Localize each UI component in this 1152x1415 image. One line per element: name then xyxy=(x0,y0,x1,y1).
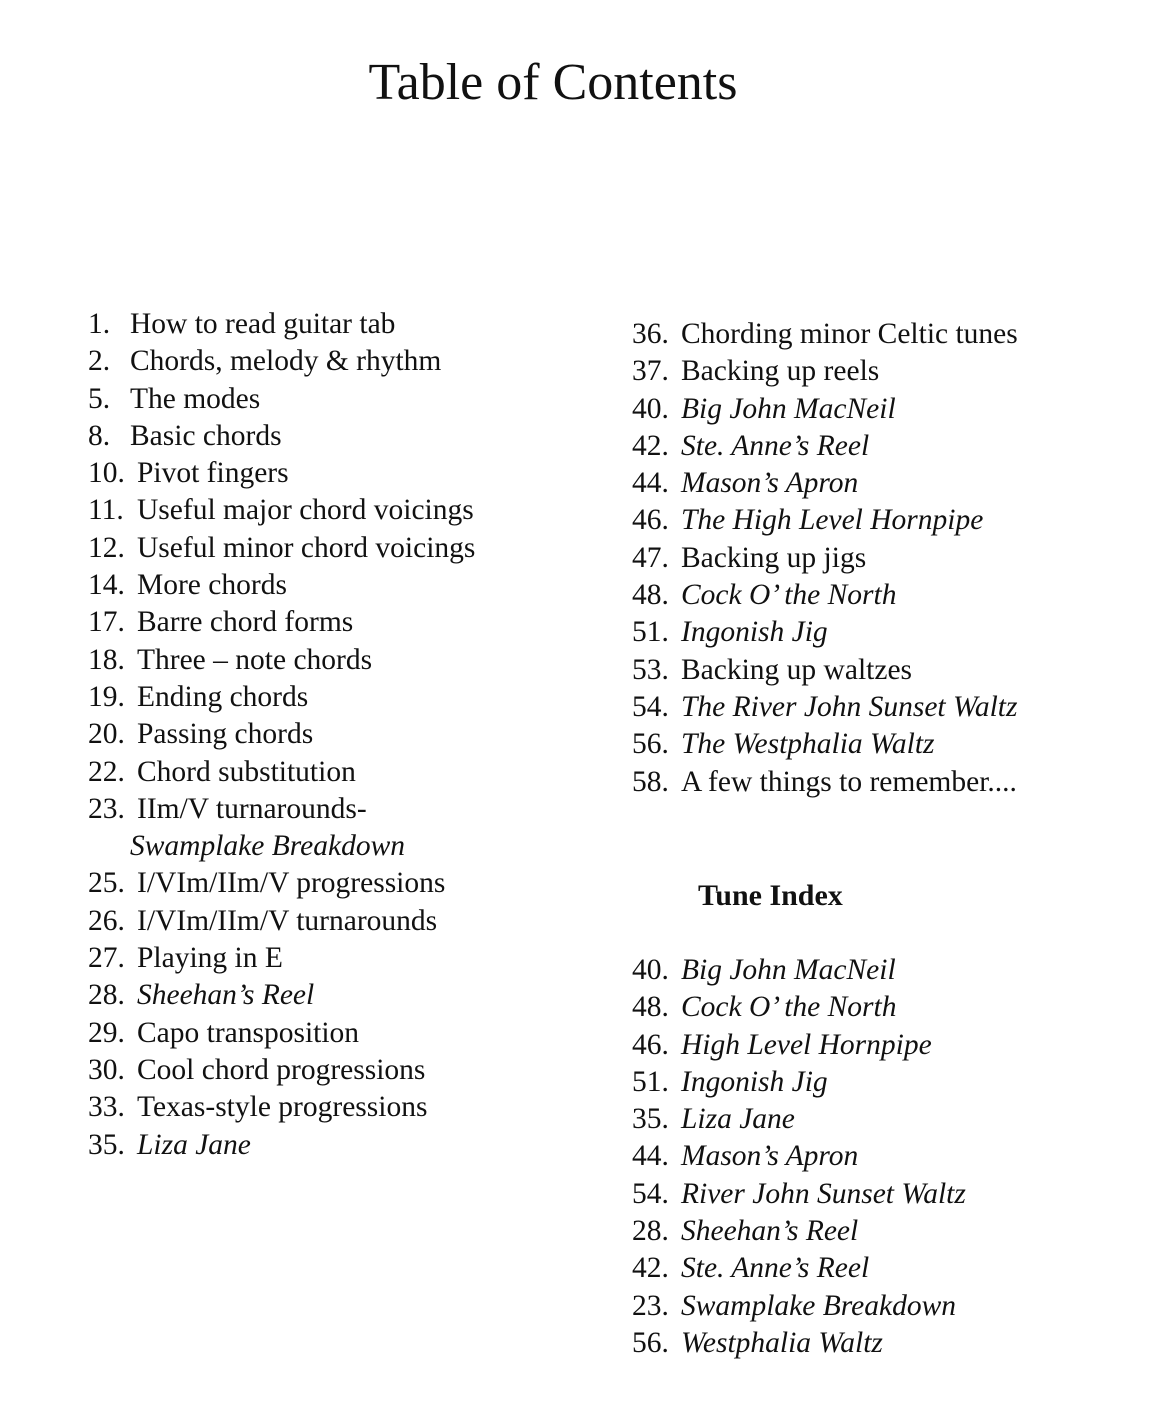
entry-title: I/VIm/IIm/V turnarounds xyxy=(137,904,438,937)
entry-title: How to read guitar tab xyxy=(130,308,396,340)
entry-title: Barre chord forms xyxy=(137,606,354,639)
page-number: 35. xyxy=(88,1128,125,1161)
entry-title: Ingonish Jig xyxy=(681,1065,828,1098)
toc-entry[interactable] xyxy=(632,465,1132,502)
toc-entry[interactable] xyxy=(88,530,568,567)
entry-title: Backing up waltzes xyxy=(681,653,913,686)
entry-title: IIm/V turnarounds- xyxy=(137,792,367,825)
page-number: 19. xyxy=(88,680,125,713)
toc-entry[interactable] xyxy=(632,1213,1132,1250)
page-number: 12. xyxy=(88,531,125,564)
entry-title: Ste. Anne’s Reel xyxy=(681,1252,870,1285)
page-number: 47. xyxy=(632,541,669,574)
page-number: 44. xyxy=(632,467,669,500)
page-number: 18. xyxy=(88,643,125,676)
toc-entry[interactable] xyxy=(88,1015,568,1052)
toc-entry[interactable] xyxy=(632,391,1132,428)
page-number: 54. xyxy=(632,1177,669,1210)
toc-entry[interactable] xyxy=(88,343,568,380)
entry-title: Playing in E xyxy=(137,942,283,975)
entry-title: Mason’s Apron xyxy=(681,1140,859,1173)
entry-title: Sheehan’s Reel xyxy=(681,1215,859,1248)
page-number: 48. xyxy=(632,991,669,1024)
entry-title: Cock O’ the North xyxy=(681,991,897,1024)
page-number: 48. xyxy=(632,579,669,612)
toc-entry[interactable] xyxy=(632,428,1132,465)
page-number: 33. xyxy=(88,1091,125,1124)
toc-entry[interactable] xyxy=(88,1089,568,1126)
page-number: 56. xyxy=(632,1326,669,1359)
entry-title: Chord substitution xyxy=(137,755,356,788)
page-number: 28. xyxy=(88,979,125,1012)
toc-entry[interactable] xyxy=(632,502,1132,539)
page-number: 40. xyxy=(632,392,669,425)
contents-left-column xyxy=(88,306,568,1164)
toc-entry[interactable] xyxy=(632,1325,1132,1362)
toc-entry[interactable] xyxy=(88,940,568,977)
page-number: 40. xyxy=(632,954,669,986)
entry-title: The High Level Hornpipe xyxy=(681,504,984,537)
toc-entry[interactable] xyxy=(632,353,1132,390)
toc-entry[interactable] xyxy=(88,1052,568,1089)
entry-title: Ste. Anne’s Reel xyxy=(681,429,870,462)
entry-title: Swamplake Breakdown xyxy=(681,1289,957,1322)
entry-title: More chords xyxy=(137,569,287,602)
entry-title: Liza Jane xyxy=(137,1128,251,1161)
page-number: 51. xyxy=(632,1065,669,1098)
entry-title: The River John Sunset Waltz xyxy=(681,690,1018,723)
toc-entry[interactable] xyxy=(88,1127,568,1164)
page-number: 56. xyxy=(632,728,669,761)
toc-entry[interactable] xyxy=(88,306,568,343)
toc-entry[interactable] xyxy=(88,381,568,418)
page-number: 14. xyxy=(88,569,125,602)
toc-entry[interactable] xyxy=(632,1101,1132,1138)
toc-entry[interactable] xyxy=(632,1064,1132,1101)
entry-title: Backing up jigs xyxy=(681,541,867,574)
page-number: 5. xyxy=(88,382,111,415)
entry-title: Ingonish Jig xyxy=(681,616,828,649)
entry-title: Liza Jane xyxy=(681,1103,795,1136)
page-number: 20. xyxy=(88,718,125,751)
entry-title: Passing chords xyxy=(137,718,314,751)
page-number: 26. xyxy=(88,904,125,937)
toc-entry[interactable] xyxy=(88,716,568,753)
page-number: 30. xyxy=(88,1053,125,1086)
entry-title: Big John MacNeil xyxy=(681,392,896,425)
toc-entry[interactable] xyxy=(632,316,1132,353)
tune-index-list xyxy=(632,952,1132,1362)
toc-entry[interactable] xyxy=(88,865,568,902)
toc-entry[interactable] xyxy=(632,764,1132,801)
page-number: 54. xyxy=(632,690,669,723)
page-number: 36. xyxy=(632,318,669,350)
page-number: 22. xyxy=(88,755,125,788)
contents-right-column xyxy=(632,316,1132,801)
page-number: 2. xyxy=(88,345,111,378)
toc-entry[interactable] xyxy=(632,540,1132,577)
toc-entry[interactable] xyxy=(88,418,568,455)
page-number: 44. xyxy=(632,1140,669,1173)
page-number: 27. xyxy=(88,942,125,975)
page-number: 42. xyxy=(632,429,669,462)
entry-title: Big John MacNeil xyxy=(681,954,896,986)
page-number: 8. xyxy=(88,419,111,452)
entry-title: The modes xyxy=(130,382,261,415)
entry-title: I/VIm/IIm/V progressions xyxy=(137,867,446,900)
toc-entry[interactable] xyxy=(632,1138,1132,1175)
entry-title: Cool chord progressions xyxy=(137,1053,426,1086)
page-number: 53. xyxy=(632,653,669,686)
page-number: 37. xyxy=(632,355,669,388)
entry-title: Cock O’ the North xyxy=(681,579,897,612)
toc-entry[interactable] xyxy=(88,977,568,1014)
entry-title: Backing up reels xyxy=(681,355,880,388)
entry-title: Chording minor Celtic tunes xyxy=(681,318,1018,350)
page-number: 46. xyxy=(632,504,669,537)
toc-entry[interactable] xyxy=(632,614,1132,651)
entry-title: Capo transposition xyxy=(137,1016,360,1049)
toc-entry[interactable] xyxy=(88,567,568,604)
toc-entry[interactable] xyxy=(88,455,568,492)
toc-entry[interactable] xyxy=(632,952,1132,989)
toc-entry[interactable] xyxy=(88,604,568,641)
entry-title-continuation: Swamplake Breakdown xyxy=(130,830,406,863)
toc-entry[interactable] xyxy=(632,652,1132,689)
page-number: 42. xyxy=(632,1252,669,1285)
page-number: 23. xyxy=(88,792,125,825)
tune-index-heading: Tune Index xyxy=(698,879,843,912)
entry-title: Sheehan’s Reel xyxy=(137,979,315,1012)
entry-title: Basic chords xyxy=(130,419,282,452)
page-number: 28. xyxy=(632,1215,669,1248)
toc-entry[interactable] xyxy=(632,1176,1132,1213)
page-number: 10. xyxy=(88,457,125,490)
toc-entry[interactable] xyxy=(632,1250,1132,1287)
page-number: 58. xyxy=(632,765,669,798)
toc-entry[interactable] xyxy=(632,689,1132,726)
toc-entry[interactable] xyxy=(632,577,1132,614)
page-number: 29. xyxy=(88,1016,125,1049)
page-number: 35. xyxy=(632,1103,669,1136)
entry-title: The Westphalia Waltz xyxy=(681,728,935,761)
page-number: 25. xyxy=(88,867,125,900)
toc-entry[interactable] xyxy=(632,726,1132,763)
entry-title: Westphalia Waltz xyxy=(681,1326,883,1359)
toc-entry[interactable] xyxy=(88,679,568,716)
toc-entry[interactable] xyxy=(632,989,1132,1026)
entry-title: Pivot fingers xyxy=(137,457,289,490)
page-number: 11. xyxy=(88,494,124,527)
page-title: Table of Contents xyxy=(368,54,738,111)
entry-title: Useful major chord voicings xyxy=(137,494,474,527)
page-number: 46. xyxy=(632,1028,669,1061)
page-number: 1. xyxy=(88,308,111,340)
entry-title: High Level Hornpipe xyxy=(681,1028,932,1061)
toc-entry[interactable] xyxy=(88,791,568,828)
entry-title: Texas-style progressions xyxy=(137,1091,428,1124)
toc-entry[interactable] xyxy=(88,903,568,940)
entry-title: Ending chords xyxy=(137,680,309,713)
entry-title: A few things to remember.... xyxy=(681,765,1017,798)
toc-entry[interactable] xyxy=(632,1027,1132,1064)
page-number: 17. xyxy=(88,606,125,639)
toc-entry[interactable] xyxy=(88,642,568,679)
entry-title: River John Sunset Waltz xyxy=(681,1177,966,1210)
toc-entry[interactable] xyxy=(88,492,568,529)
toc-entry[interactable] xyxy=(632,1288,1132,1325)
entry-title: Mason’s Apron xyxy=(681,467,859,500)
entry-title: Useful minor chord voicings xyxy=(137,531,476,564)
page-number: 23. xyxy=(632,1289,669,1322)
toc-entry[interactable] xyxy=(88,754,568,791)
entry-title: Chords, melody & rhythm xyxy=(130,345,442,378)
page-number: 51. xyxy=(632,616,669,649)
entry-title: Three – note chords xyxy=(137,643,373,676)
